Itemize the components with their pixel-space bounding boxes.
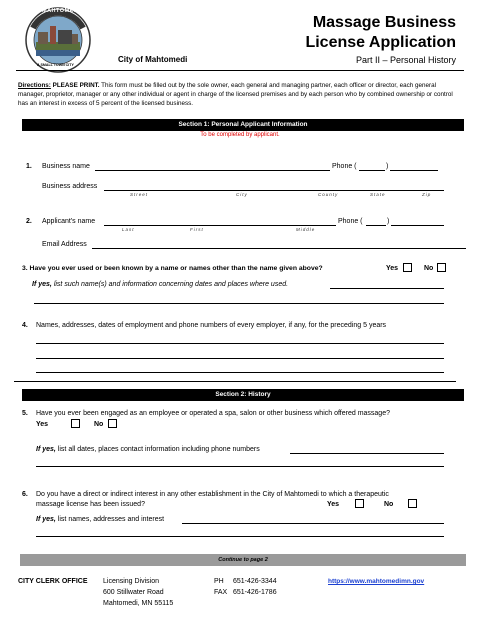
q6-ifyes-bold: If yes,	[36, 516, 56, 523]
q4-question: Names, addresses, dates of employment and phone numbers of every employer, if any, for the preceding 5 years	[36, 322, 387, 329]
section1-divider-1	[268, 248, 466, 249]
q1-phone-close: )	[386, 163, 389, 170]
directions-block	[18, 81, 464, 108]
directions-bold: PLEASE PRINT.	[52, 82, 100, 89]
name-sub-first: First	[190, 227, 204, 232]
q2-email-label: Email Address	[42, 241, 87, 248]
address-sub-city: City	[236, 192, 248, 197]
footer-address-3: Mahtomedi, MN 55115	[103, 600, 174, 607]
applicant-phone-area-field[interactable]	[366, 225, 386, 226]
footer-phone-label: PH	[214, 578, 224, 585]
q6-question-line2: massage license has been issued?	[36, 501, 145, 508]
footer-fax-label: FAX	[214, 589, 228, 596]
q6-yes-label: Yes	[327, 501, 340, 508]
q6-ifyes-text: list names, addresses and interest	[57, 516, 165, 523]
q2-phone-label: Phone (	[338, 218, 363, 225]
footer-phone: 651-426-3344	[233, 578, 277, 585]
section1-bar: Section 1: Personal Applicant Information	[22, 119, 464, 131]
footer-fax: 651-426-1786	[233, 589, 277, 596]
q3-answer-line-2[interactable]	[34, 303, 444, 304]
q5-answer-line-1[interactable]	[290, 453, 444, 454]
name-sub-middle: Middle	[296, 227, 316, 232]
q3-answer-line-1[interactable]	[330, 288, 444, 289]
address-sub-county: County	[318, 192, 339, 197]
business-name-field[interactable]	[95, 170, 330, 171]
seal-bottom-text: A SMALL TOWN CITY	[37, 63, 74, 67]
q4-answer-line-3[interactable]	[36, 372, 444, 373]
q6-question-line1: Do you have a direct or indirect interest in any other establishment in the City of Mahtomedi to which a therapeutic	[36, 491, 389, 498]
directions-text: This form must be filled out by the sole owner, each general and managing partner, each officer or director, each general manager, proprietor, manager or any other individual or agent in charge of the licensed premises and by each person who by combined ownership or control has an interest in excess of 5 percent of the licensed business.	[18, 82, 453, 107]
q1-number: 1.	[26, 163, 32, 170]
q5-no-checkbox[interactable]	[108, 419, 117, 428]
q4-number: 4.	[22, 322, 28, 329]
header-rule	[16, 70, 464, 71]
q5-no-label: No	[94, 421, 104, 428]
q1-business-name-label: Business name	[42, 163, 90, 170]
applicant-phone-field[interactable]	[391, 225, 444, 226]
address-sub-street: Street	[130, 192, 149, 197]
q2-applicant-name-label: Applicant's name	[42, 218, 96, 225]
footer-website-link[interactable]: https://www.mahtomedimn.gov	[328, 578, 425, 585]
q3-yes-checkbox[interactable]	[403, 263, 412, 272]
q5-yes-checkbox[interactable]	[71, 419, 80, 428]
form-subtitle: Part II – Personal History	[355, 55, 456, 65]
q6-no-checkbox[interactable]	[408, 499, 417, 508]
section1-end-rule	[14, 381, 456, 382]
address-sub-state: State	[370, 192, 386, 197]
q3-no-checkbox[interactable]	[437, 263, 446, 272]
continue-bar	[20, 554, 466, 566]
name-sub-last: Last	[122, 227, 135, 232]
seal-top-text: MAHTOMEDI	[42, 8, 81, 14]
q5-answer-line-2[interactable]	[36, 466, 444, 467]
email-field[interactable]	[92, 248, 268, 249]
q3-yes-label: Yes	[386, 265, 399, 272]
q4-answer-line-2[interactable]	[36, 358, 444, 359]
q6-no-label: No	[384, 501, 394, 508]
q5-ifyes-bold: If yes,	[36, 446, 56, 453]
q3-no-label: No	[424, 265, 434, 272]
section2-bar: Section 2: History	[22, 389, 464, 401]
form-title-line2: License Application	[305, 34, 456, 51]
q2-phone-close: )	[387, 218, 390, 225]
q6-answer-line-1[interactable]	[182, 523, 444, 524]
q5-number: 5.	[22, 410, 28, 417]
q5-ifyes	[36, 445, 260, 454]
business-phone-field[interactable]	[390, 170, 438, 171]
q3-ifyes-bold: If yes,	[32, 281, 52, 288]
q3-ifyes-text: list such name(s) and information concerning dates and places where used.	[53, 281, 289, 288]
q6-number: 6.	[22, 491, 28, 498]
q5-ifyes-text: list all dates, places contact information including phone numbers	[57, 446, 260, 453]
q3-ifyes	[32, 280, 288, 289]
q3-question: 3. Have you ever used or been known by a name or names other than the name given above?	[22, 265, 323, 272]
applicant-name-field[interactable]	[104, 225, 336, 226]
city-name: City of Mahtomedi	[118, 55, 188, 64]
footer-address-1: Licensing Division	[103, 578, 160, 585]
form-title-line1: Massage Business	[312, 14, 456, 31]
business-address-field[interactable]	[104, 190, 444, 191]
section1-note: To be completed by applicant.	[200, 132, 280, 138]
footer-office: CITY CLERK OFFICE	[18, 578, 88, 585]
q6-answer-line-2[interactable]	[36, 536, 444, 537]
q4-answer-line-1[interactable]	[36, 343, 444, 344]
q6-yes-checkbox[interactable]	[355, 499, 364, 508]
q5-question: Have you ever been engaged as an employee or operated a spa, salon or other business which offered massage?	[36, 410, 390, 417]
q6-ifyes	[36, 515, 164, 524]
footer-address-2: 600 Stillwater Road	[103, 589, 164, 596]
q1-phone-label: Phone (	[332, 163, 357, 170]
q2-number: 2.	[26, 218, 32, 225]
q5-yes-label: Yes	[36, 421, 49, 428]
business-phone-area-field[interactable]	[359, 170, 385, 171]
city-seal	[24, 6, 92, 74]
q1-business-address-label: Business address	[42, 183, 98, 190]
address-sub-zip: Zip	[422, 192, 432, 197]
directions-label: Directions:	[18, 82, 51, 89]
continue-text: Continue to page 2	[218, 556, 268, 563]
